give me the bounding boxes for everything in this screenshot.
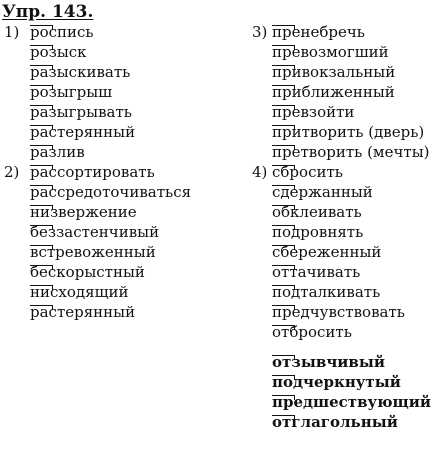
- list-item: [252, 162, 432, 182]
- word: отбросить: [272, 323, 352, 341]
- list-item: [252, 202, 432, 222]
- right-column: [252, 22, 432, 432]
- word: подталкивать: [272, 283, 381, 301]
- list-item: [0, 302, 230, 322]
- list-item: [252, 392, 432, 412]
- word: предчувствовать: [272, 303, 405, 321]
- word: низвержение: [30, 203, 137, 221]
- list-item: [252, 412, 432, 432]
- list-item: [252, 222, 432, 242]
- list-item: [0, 42, 230, 62]
- list-item: [0, 222, 230, 242]
- exercise-title: Упр. 143.: [2, 2, 94, 22]
- word: подровнять: [272, 223, 364, 241]
- word: розыск: [30, 43, 87, 61]
- word: сдержанный: [272, 183, 373, 201]
- list-item: [252, 122, 432, 142]
- word: разыскивать: [30, 63, 131, 81]
- list-item: [252, 42, 432, 62]
- word: пренебречь: [272, 23, 365, 41]
- word: сбереженный: [272, 243, 382, 261]
- word: приближенный: [272, 83, 395, 101]
- list-item: [252, 62, 432, 82]
- word: разыгрывать: [30, 103, 132, 121]
- word: разлив: [30, 143, 85, 161]
- list-item: [252, 82, 432, 102]
- left-column: [0, 22, 230, 322]
- bold-word: отзывчивый: [272, 353, 386, 371]
- bold-word: предшествующий: [272, 393, 431, 411]
- list-item: [0, 282, 230, 302]
- list-item: [0, 182, 230, 202]
- list-item: [252, 242, 432, 262]
- bold-word: подчеркнутый: [272, 373, 401, 391]
- list-item: [252, 142, 432, 162]
- list-item: [252, 182, 432, 202]
- word: бескорыстный: [30, 263, 145, 281]
- list-item: [252, 262, 432, 282]
- list-item: [0, 162, 230, 182]
- group-number: 4): [252, 163, 268, 181]
- list-item: [0, 242, 230, 262]
- word: обклеивать: [272, 203, 362, 221]
- word: привокзальный: [272, 63, 396, 81]
- list-item: [0, 22, 230, 42]
- list-item: [252, 22, 432, 42]
- word: растерянный: [30, 123, 136, 141]
- list-item: [252, 352, 432, 372]
- list-item: [0, 262, 230, 282]
- list-item: [252, 102, 432, 122]
- list-item: [252, 282, 432, 302]
- word: растерянный: [30, 303, 136, 321]
- list-item: [252, 372, 432, 392]
- word: роспись: [30, 23, 94, 41]
- word: рассредоточиваться: [30, 183, 192, 201]
- word: розыгрыш: [30, 83, 113, 101]
- list-item: [0, 202, 230, 222]
- word: нисходящий: [30, 283, 129, 301]
- bold-word: отглагольный: [272, 413, 398, 431]
- word: встревоженный: [30, 243, 156, 261]
- group-number: 1): [4, 23, 20, 41]
- word: превозмогший: [272, 43, 389, 61]
- word: притворить (дверь): [272, 123, 425, 141]
- group-number: 3): [252, 23, 268, 41]
- word: сбросить: [272, 163, 343, 181]
- word: рассортировать: [30, 163, 155, 181]
- word: беззастенчивый: [30, 223, 160, 241]
- list-item: [0, 62, 230, 82]
- list-item: [0, 82, 230, 102]
- spacer: [252, 342, 432, 352]
- word: оттачивать: [272, 263, 361, 281]
- word: превзойти: [272, 103, 355, 121]
- word: претворить (мечты): [272, 143, 430, 161]
- list-item: [0, 142, 230, 162]
- list-item: [252, 322, 432, 342]
- list-item: [0, 122, 230, 142]
- list-item: [0, 102, 230, 122]
- list-item: [252, 302, 432, 322]
- group-number: 2): [4, 163, 20, 181]
